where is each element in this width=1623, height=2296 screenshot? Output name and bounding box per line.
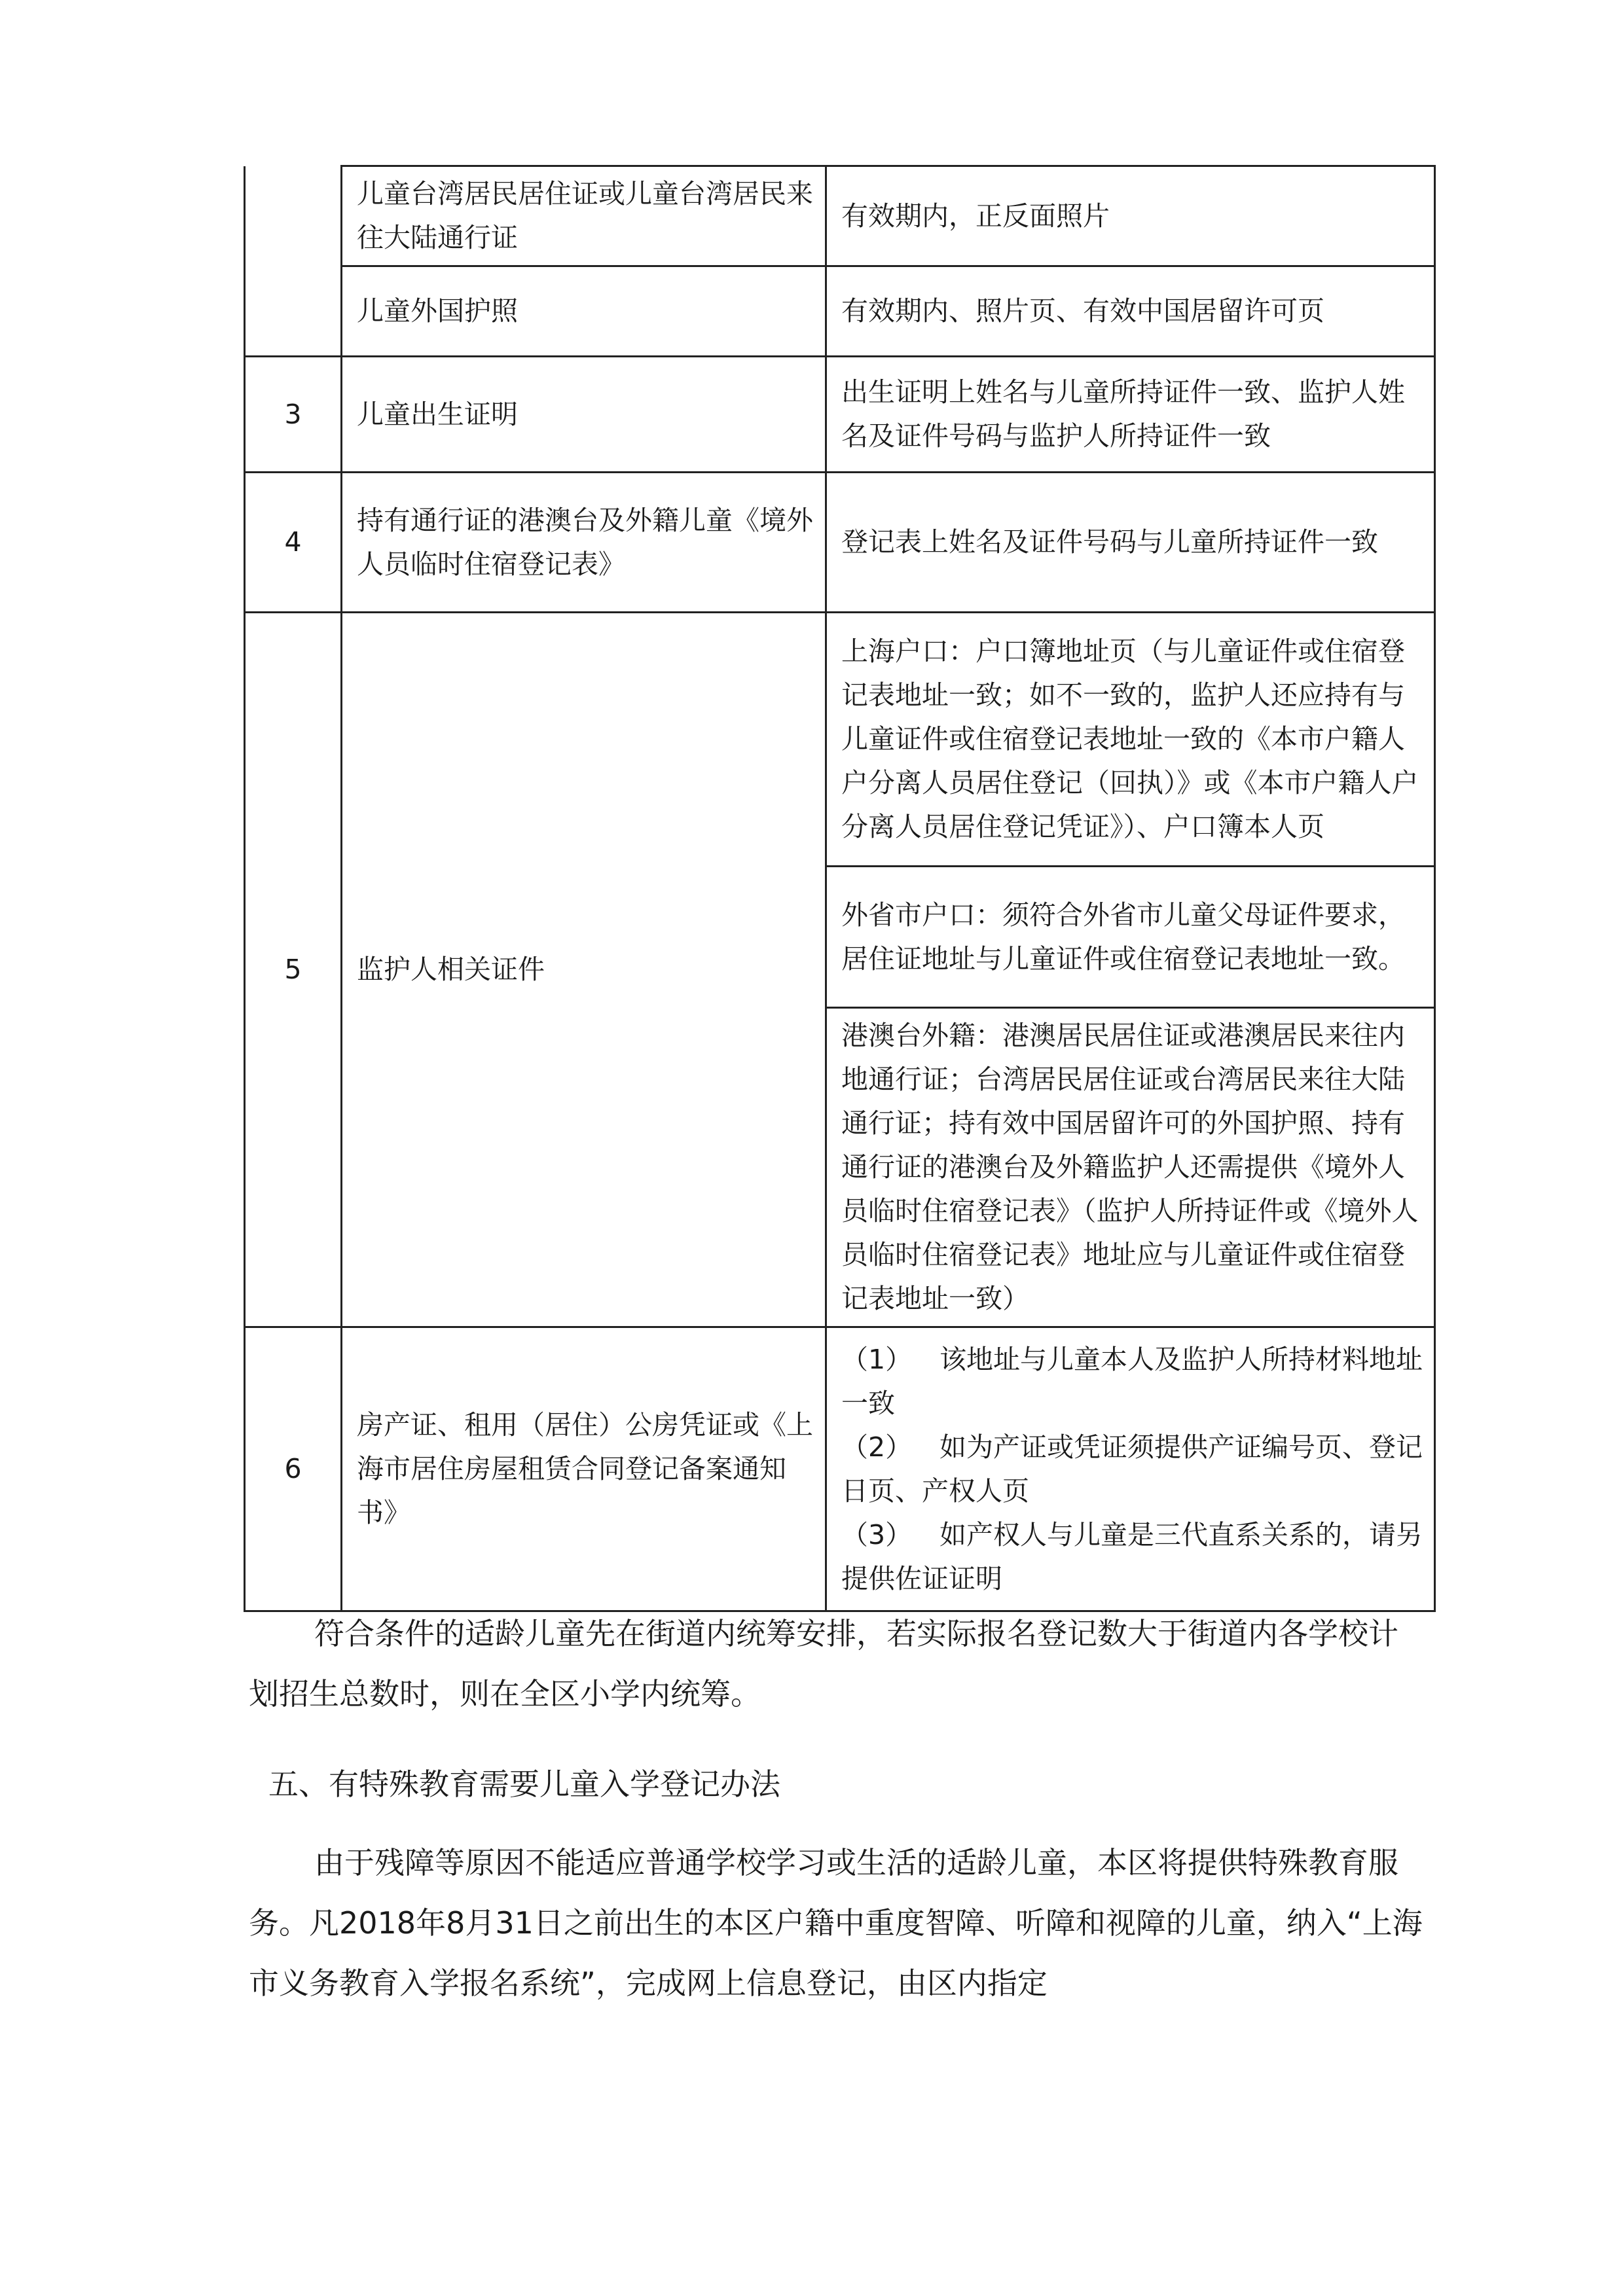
paragraph: 由于残障等原因不能适应普通学校学习或生活的适龄儿童，本区将提供特殊教育服务。凡2018年8月31日之前出生的本区户籍中重度智障、听障和视障的儿童，纳入“上海市义务教育入学报名系统”，完成网上信息登记，由区内指定	[249, 1845, 1423, 2001]
requirement-cell: 登记表上姓名及证件号码与儿童所持证件一致	[826, 473, 1435, 613]
table-row	[245, 266, 1435, 357]
item-cell: 监护人相关证件	[342, 613, 826, 1327]
section-heading: 五、有特殊教育需要儿童入学登记办法	[268, 1767, 780, 1802]
table-row	[245, 1327, 1435, 1611]
row-number-cell: 6	[245, 1327, 342, 1611]
requirement-cell: 上海户口：户口簿地址页（与儿童证件或住宿登记表地址一致；如不一致的，监护人还应持有与儿童证件或住宿登记表地址一致的《本市户籍人户分离人员居住登记（回执）》或《本市户籍人户分离人员居住登记凭证》）、户口簿本人页	[826, 613, 1435, 867]
table-row	[245, 357, 1435, 473]
row-number-cell: 3	[245, 357, 342, 473]
table-row	[245, 473, 1435, 613]
table-row	[245, 613, 1435, 867]
requirement-cell: 外省市户口：须符合外省市儿童父母证件要求，居住证地址与儿童证件或住宿登记表地址一致。	[826, 867, 1435, 1008]
row-number-cell	[245, 166, 342, 357]
requirement-cell: 有效期内，正反面照片	[826, 166, 1435, 266]
list-item: （1） 该地址与儿童本人及监护人所持材料地址一致	[841, 1343, 1423, 1419]
row-number-cell: 4	[245, 473, 342, 613]
list-item: （2） 如为产证或凭证须提供产证编号页、登记日页、产权人页	[841, 1431, 1423, 1507]
paragraph: 符合条件的适龄儿童先在街道内统筹安排，若实际报名登记数大于街道内各学校计划招生总数时，则在全区小学内统筹。	[249, 1616, 1398, 1712]
requirement-cell	[826, 1327, 1435, 1611]
item-cell: 儿童出生证明	[342, 357, 826, 473]
table-row	[245, 166, 1435, 266]
item-cell: 房产证、租用（居住）公房凭证或《上海市居住房屋租赁合同登记备案通知书》	[342, 1327, 826, 1611]
item-cell: 儿童外国护照	[342, 266, 826, 357]
row-number-cell: 5	[245, 613, 342, 1327]
requirement-cell: 出生证明上姓名与儿童所持证件一致、监护人姓名及证件号码与监护人所持证件一致	[826, 357, 1435, 473]
list-item: （3） 如产权人与儿童是三代直系关系的，请另提供佐证证明	[841, 1518, 1423, 1594]
requirement-cell: 有效期内、照片页、有效中国居留许可页	[826, 266, 1435, 357]
item-cell: 儿童台湾居民居住证或儿童台湾居民来往大陆通行证	[342, 166, 826, 266]
item-cell: 持有通行证的港澳台及外籍儿童《境外人员临时住宿登记表》	[342, 473, 826, 613]
requirement-cell: 港澳台外籍：港澳居民居住证或港澳居民来往内地通行证；台湾居民居住证或台湾居民来往大陆通行证；持有效中国居留许可的外国护照、持有通行证的港澳台及外籍监护人还需提供《境外人员临时住宿登记表》（监护人所持证件或《境外人员临时住宿登记表》地址应与儿童证件或住宿登记表地址一致）	[826, 1008, 1435, 1327]
materials-table	[244, 165, 1436, 1612]
